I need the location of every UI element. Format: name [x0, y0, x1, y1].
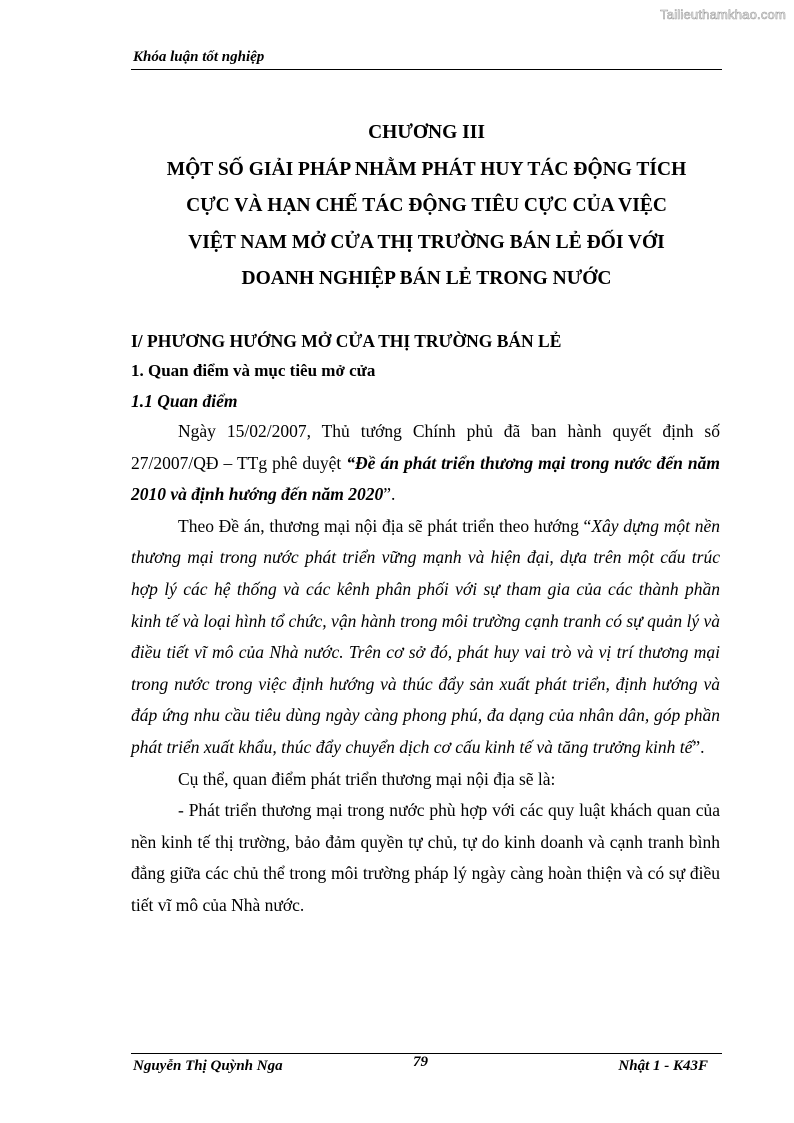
paragraph-text: ”.	[692, 736, 705, 757]
body-content	[131, 326, 720, 922]
page-number: 79	[413, 1054, 428, 1070]
watermark-text: Tailieuthamkhao.com	[660, 7, 786, 22]
chapter-title-line: MỘT SỐ GIẢI PHÁP NHẰM PHÁT HUY TÁC ĐỘNG TÍCH	[166, 158, 687, 180]
footer-author: Nguyễn Thị Quỳnh Nga	[133, 1058, 283, 1074]
section-heading: I/ PHƯƠNG HƯỚNG MỞ CỬA THỊ TRƯỜNG BÁN LẺ	[131, 331, 562, 351]
chapter-title-line: CỰC VÀ HẠN CHẾ TÁC ĐỘNG TIÊU CỰC CỦA VIỆC	[186, 195, 667, 216]
paragraph: - Phát triển thương mại trong nước phù hợp với các quy luật khách quan của nền kinh tế thị trường, bảo đảm quyền tự chủ, tự do kinh doanh và cạnh tranh bình đẳng giữa các chủ thể trong môi trường pháp lý ngày càng hoàn thiện và có sự điều tiết vĩ mô của Nhà nước.	[131, 800, 720, 915]
paragraph-text: Ngày 15/02/2007, Thủ tướng Chính phủ đã ban hành quyết định số 27/2007/QĐ – TTg phê duyệt	[131, 421, 720, 473]
quoted-text: Xây dựng một nền thương mại trong nước phát triển vững mạnh và hiện đại, dựa trên một cấu trúc hợp lý các hệ thống và các kênh phân phối với sự tham gia của các thành phần kinh tế và loại hình tổ chức, vận hành trong môi trường cạnh tranh có sự quản lý và điều tiết vĩ mô của Nhà nước. Trên cơ sở đó, phát huy vai trò và vị trí thương mại trong nước trong việc định hướng và thúc đẩy sản xuất phát triển, định hướng và đáp ứng nhu cầu tiêu dùng ngày càng phong phú, đa dạng của nhân dân, góp phần phát triển xuất khẩu, thúc đẩy chuyển dịch cơ cấu kinh tế và tăng trưởng kinh tế	[131, 515, 720, 757]
paragraph	[131, 511, 720, 764]
subsection-heading: 1. Quan điểm và mục tiêu mở cửa	[131, 361, 376, 380]
footer-class: Nhật 1 - K43F	[618, 1058, 708, 1074]
chapter-heading	[131, 115, 722, 298]
chapter-title-line: DOANH NGHIỆP BÁN LẺ TRONG NƯỚC	[241, 268, 612, 289]
running-header-title: Khóa luận tốt nghiệp	[133, 49, 265, 65]
subsubsection-heading: 1.1 Quan điểm	[131, 391, 238, 411]
paragraph: Cụ thể, quan điểm phát triển thương mại nội địa sẽ là:	[178, 768, 556, 789]
chapter-title-line: VIỆT NAM MỞ CỬA THỊ TRƯỜNG BÁN LẺ ĐỐI VỚI	[188, 231, 665, 253]
paragraph-text: Theo Đề án, thương mại nội địa sẽ phát triển theo hướng “	[178, 515, 592, 536]
header-divider	[131, 69, 722, 70]
chapter-number: CHƯƠNG III	[368, 122, 485, 143]
paragraph	[131, 416, 720, 511]
paragraph-text: ”.	[383, 484, 396, 505]
document-title-emphasis: “Đề án phát triển thương mại trong nước đến năm 2010 và định hướng đến năm 2020	[131, 452, 720, 505]
